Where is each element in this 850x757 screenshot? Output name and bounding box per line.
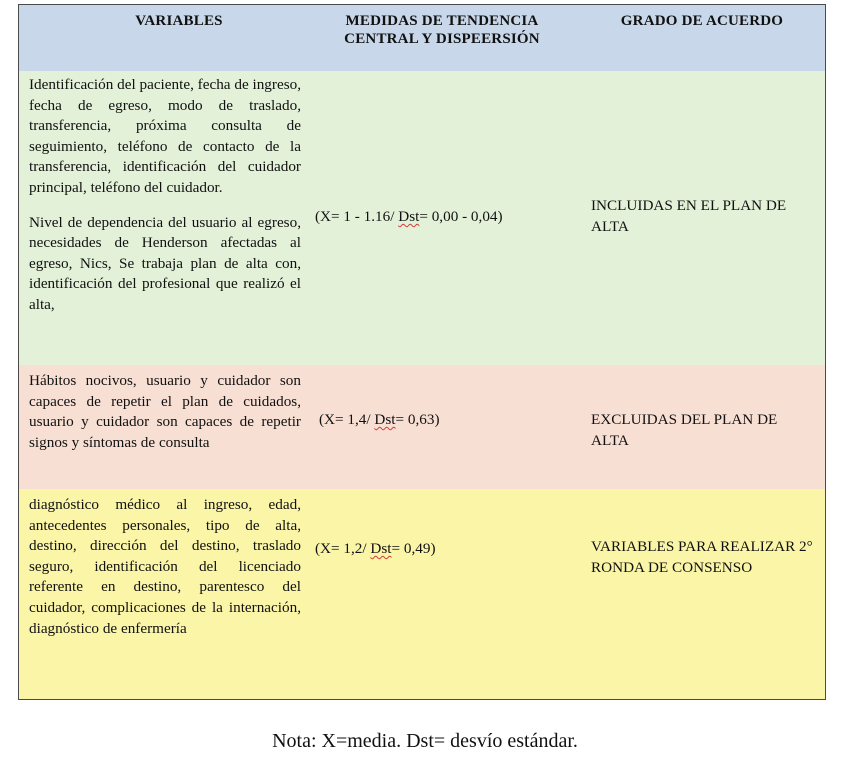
- grado-cell: INCLUIDAS EN EL PLAN DE ALTA: [591, 197, 787, 235]
- header-medidas: MEDIDAS DE TENDENCIA CENTRAL Y DISPEERSIÓN: [344, 13, 540, 47]
- medida-dst: Dst: [370, 540, 392, 557]
- medida-dst: Dst: [398, 208, 420, 225]
- grado-cell: VARIABLES PARA REALIZAR 2° RONDA DE CONSENSO: [591, 538, 813, 576]
- variables-paragraph-2: Nivel de dependencia del usuario al egreso, necesidades de Henderson afectadas al egreso, Nics, Se trabaja plan de alta con, identificación del profesional que realizó el alta,: [29, 213, 301, 313]
- table-row-consensus: [19, 489, 825, 699]
- medida-cell: [315, 539, 585, 560]
- variables-cell: Hábitos nocivos, usuario y cuidador son capaces de repetir el plan de cuidados, usuario y cuidador son capaces de repetir signos y síntomas de consulta: [29, 372, 301, 451]
- medida-cell: [315, 207, 585, 228]
- header-grado-acuerdo: GRADO DE ACUERDO: [620, 13, 784, 29]
- medida-suffix: = 0,00 - 0,04): [419, 208, 503, 225]
- table-note: Nota: X=media. Dst= desvío estándar.: [272, 730, 578, 752]
- grado-cell: EXCLUIDAS DEL PLAN DE ALTA: [591, 411, 778, 449]
- variables-cell: [29, 75, 301, 316]
- medida-cell: [319, 410, 589, 431]
- variables-paragraph-1: Identificación del paciente, fecha de ingreso, fecha de egreso, modo de traslado, transferencia, próxima consulta de seguimiento, teléfono de contacto de la transferencia, identificación del cuidador principal, teléfono del cuidador.: [29, 76, 301, 196]
- table-row-included: [19, 71, 825, 365]
- medida-suffix: = 0,63): [395, 411, 440, 428]
- medida-prefix: (X= 1,4/: [319, 411, 375, 428]
- medida-prefix: (X= 1 - 1.16/: [315, 208, 399, 225]
- medida-dst: Dst: [374, 411, 396, 428]
- medida-prefix: (X= 1,2/: [315, 540, 371, 557]
- variables-cell: diagnóstico médico al ingreso, edad, antecedentes personales, tipo de alta, destino, dirección del destino, traslado seguro, identificación del licenciado referente en destino, parentesco del cuidador, complicaciones de la internación, diagnóstico de enfermería: [29, 496, 301, 637]
- header-variables: VARIABLES: [135, 13, 223, 29]
- consensus-table: [18, 4, 826, 700]
- table-header-row: [19, 5, 825, 71]
- medida-suffix: = 0,49): [391, 540, 436, 557]
- table-row-excluded: [19, 365, 825, 489]
